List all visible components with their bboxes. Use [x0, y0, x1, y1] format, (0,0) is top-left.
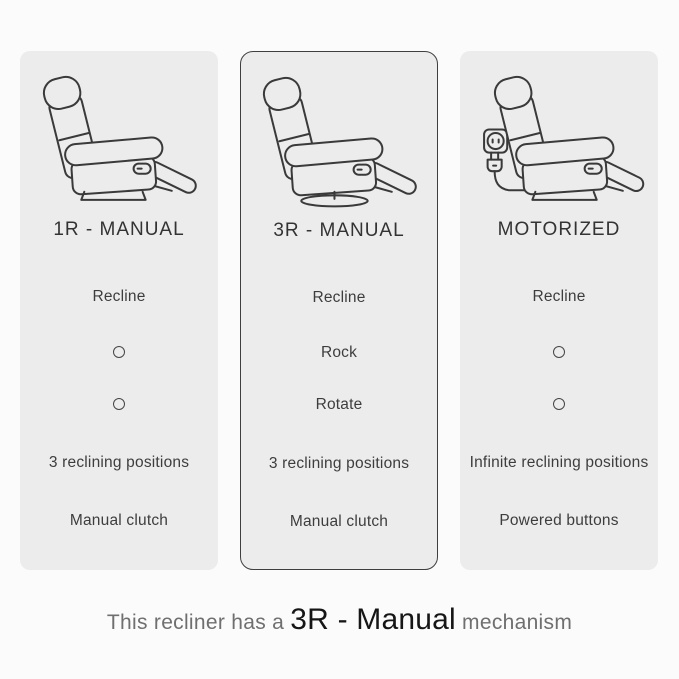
feature-recline: Recline — [92, 288, 146, 305]
card-title: MOTORIZED — [497, 219, 621, 240]
empty-circle-icon — [113, 398, 125, 410]
recliner-1r-icon — [20, 71, 218, 207]
feature-positions: 3 reclining positions — [268, 455, 410, 472]
footer-caption-prefix: This recliner has a — [106, 611, 291, 634]
card-title: 3R - MANUAL — [273, 220, 405, 241]
feature-positions: 3 reclining positions — [48, 454, 190, 471]
feature-rock: Rock — [320, 344, 358, 361]
empty-circle-icon — [113, 346, 125, 358]
card-3r-manual — [240, 51, 438, 570]
feature-positions: Infinite reclining positions — [469, 454, 649, 471]
recliner-3r-swivel-icon — [241, 72, 437, 208]
empty-circle-icon — [553, 398, 565, 410]
feature-rotate: Rotate — [315, 396, 363, 413]
feature-empty — [20, 340, 218, 364]
recliner-motorized-icon — [460, 71, 658, 207]
footer-caption-suffix: mechanism — [455, 611, 573, 634]
feature-empty — [20, 392, 218, 416]
feature-control: Powered buttons — [499, 512, 619, 529]
footer-mechanism-name: 3R - Manual — [290, 603, 456, 636]
card-title: 1R - MANUAL — [53, 219, 185, 240]
card-motorized — [460, 51, 658, 570]
feature-control: Manual clutch — [289, 513, 389, 530]
power-outlet-icon — [484, 129, 507, 152]
feature-recline: Recline — [532, 288, 586, 305]
card-1r-manual — [20, 51, 218, 570]
feature-empty — [460, 392, 658, 416]
feature-empty — [460, 340, 658, 364]
footer-caption — [0, 603, 679, 637]
feature-control: Manual clutch — [69, 512, 169, 529]
feature-recline: Recline — [312, 289, 366, 306]
empty-circle-icon — [553, 346, 565, 358]
